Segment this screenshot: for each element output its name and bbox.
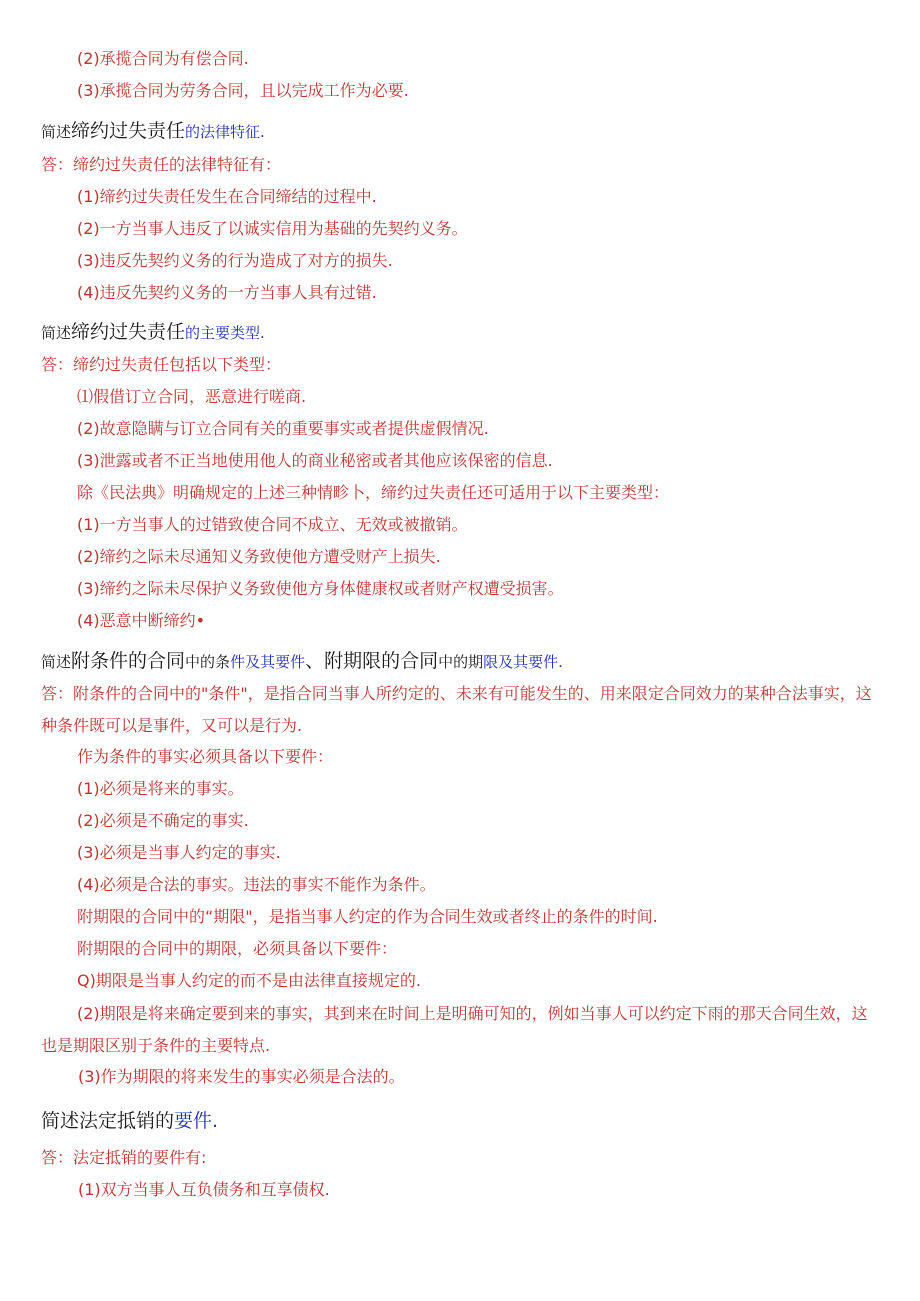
answer-paragraph: (2)期限是将来确定要到来的事实，其到来在时间上是明确可知的，例如当事人可以约定下雨的那天合同生效，这也是期限区别于条件的主要特点. (41, 1004, 868, 1055)
text-line: (3)承揽合同为劳务合同，且以完成工作为必要. (77, 81, 409, 100)
text-line: (3)缔约之际未尽保护义务致使他方身体健康权或者财产权遭受损害。 (77, 579, 564, 598)
answer-intro: 答：缔约过失责任包括以下类型： (41, 355, 282, 374)
question-heading: 简述缔约过失责任的法律特征. (41, 120, 265, 142)
question-heading: 简述缔约过失责任的主要类型. (41, 321, 265, 343)
text-line: (3)作为期限的将来发生的事实必须是合法的。 (78, 1067, 405, 1086)
question-heading: 简述法定抵销的要件. (41, 1110, 219, 1132)
text-line: (2)必须是不确定的事实. (77, 811, 249, 830)
answer-paragraph: 答：附条件的合同中的"条件"，是指合同当事人所约定的、未来有可能发生的、用来限定合同效力的某种合法事实，这种条件既可以是事件，又可以是行为. (41, 684, 872, 735)
text-line: 附期限的合同中的“期限"，是指当事人约定的作为合同生效或者终止的条件的时间. (77, 907, 658, 926)
text-line: (4)恶意中断缔约• (77, 611, 206, 630)
text-line: (1)必须是将来的事实。 (77, 779, 244, 798)
text-line: (1)双方当事人互负债务和互享债权. (78, 1180, 330, 1199)
text-line: (1)一方当事人的过错致使合同不成立、无效或被撤销。 (77, 515, 468, 534)
text-line: (2)一方当事人违反了以诚实信用为基础的先契约义务。 (77, 219, 468, 238)
text-line: (3)必须是当事人约定的事实. (77, 843, 281, 862)
text-line: (2)缔约之际未尽通知义务致使他方遭受财产上损失. (77, 547, 441, 566)
text-line: (4)违反先契约义务的一方当事人具有过错. (77, 283, 377, 302)
text-line: ⑴假借订立合同，恶意进行嗟商. (77, 387, 307, 406)
text-line: (4)必须是合法的事实。违法的事实不能作为条件。 (77, 875, 436, 894)
text-line: 作为条件的事实必须具备以下要件： (77, 747, 334, 766)
text-line: Q)期限是当事人约定的而不是由法律直接规定的. (77, 971, 421, 990)
answer-intro: 答：法定抵销的要件有: (41, 1148, 207, 1167)
text-line: (3)泄露或者不正当地使用他人的商业秘密或者其他应该保密的信息. (77, 451, 553, 470)
text-line: (2)故意隐瞒与订立合同有关的重要事实或者提供虚假情况. (77, 419, 489, 438)
text-line: (2)承揽合同为有偿合同. (77, 49, 249, 68)
text-line: 除《民法典》明确规定的上述三种情畛卜，缔约过失责任还可适用于以下主要类型： (77, 483, 670, 502)
question-heading: 简述附条件的合同中的条件及其要件、附期限的合同中的期限及其要件. (41, 650, 563, 672)
text-line: (1)缔约过失责任发生在合同缔结的过程中. (77, 187, 377, 206)
text-line: (3)违反先契约义务的行为造成了对方的损失. (77, 251, 393, 270)
answer-intro: 答：缔约过失责任的法律特征有： (41, 155, 282, 174)
text-line: 附期限的合同中的期限，必须具备以下要件： (77, 939, 398, 958)
